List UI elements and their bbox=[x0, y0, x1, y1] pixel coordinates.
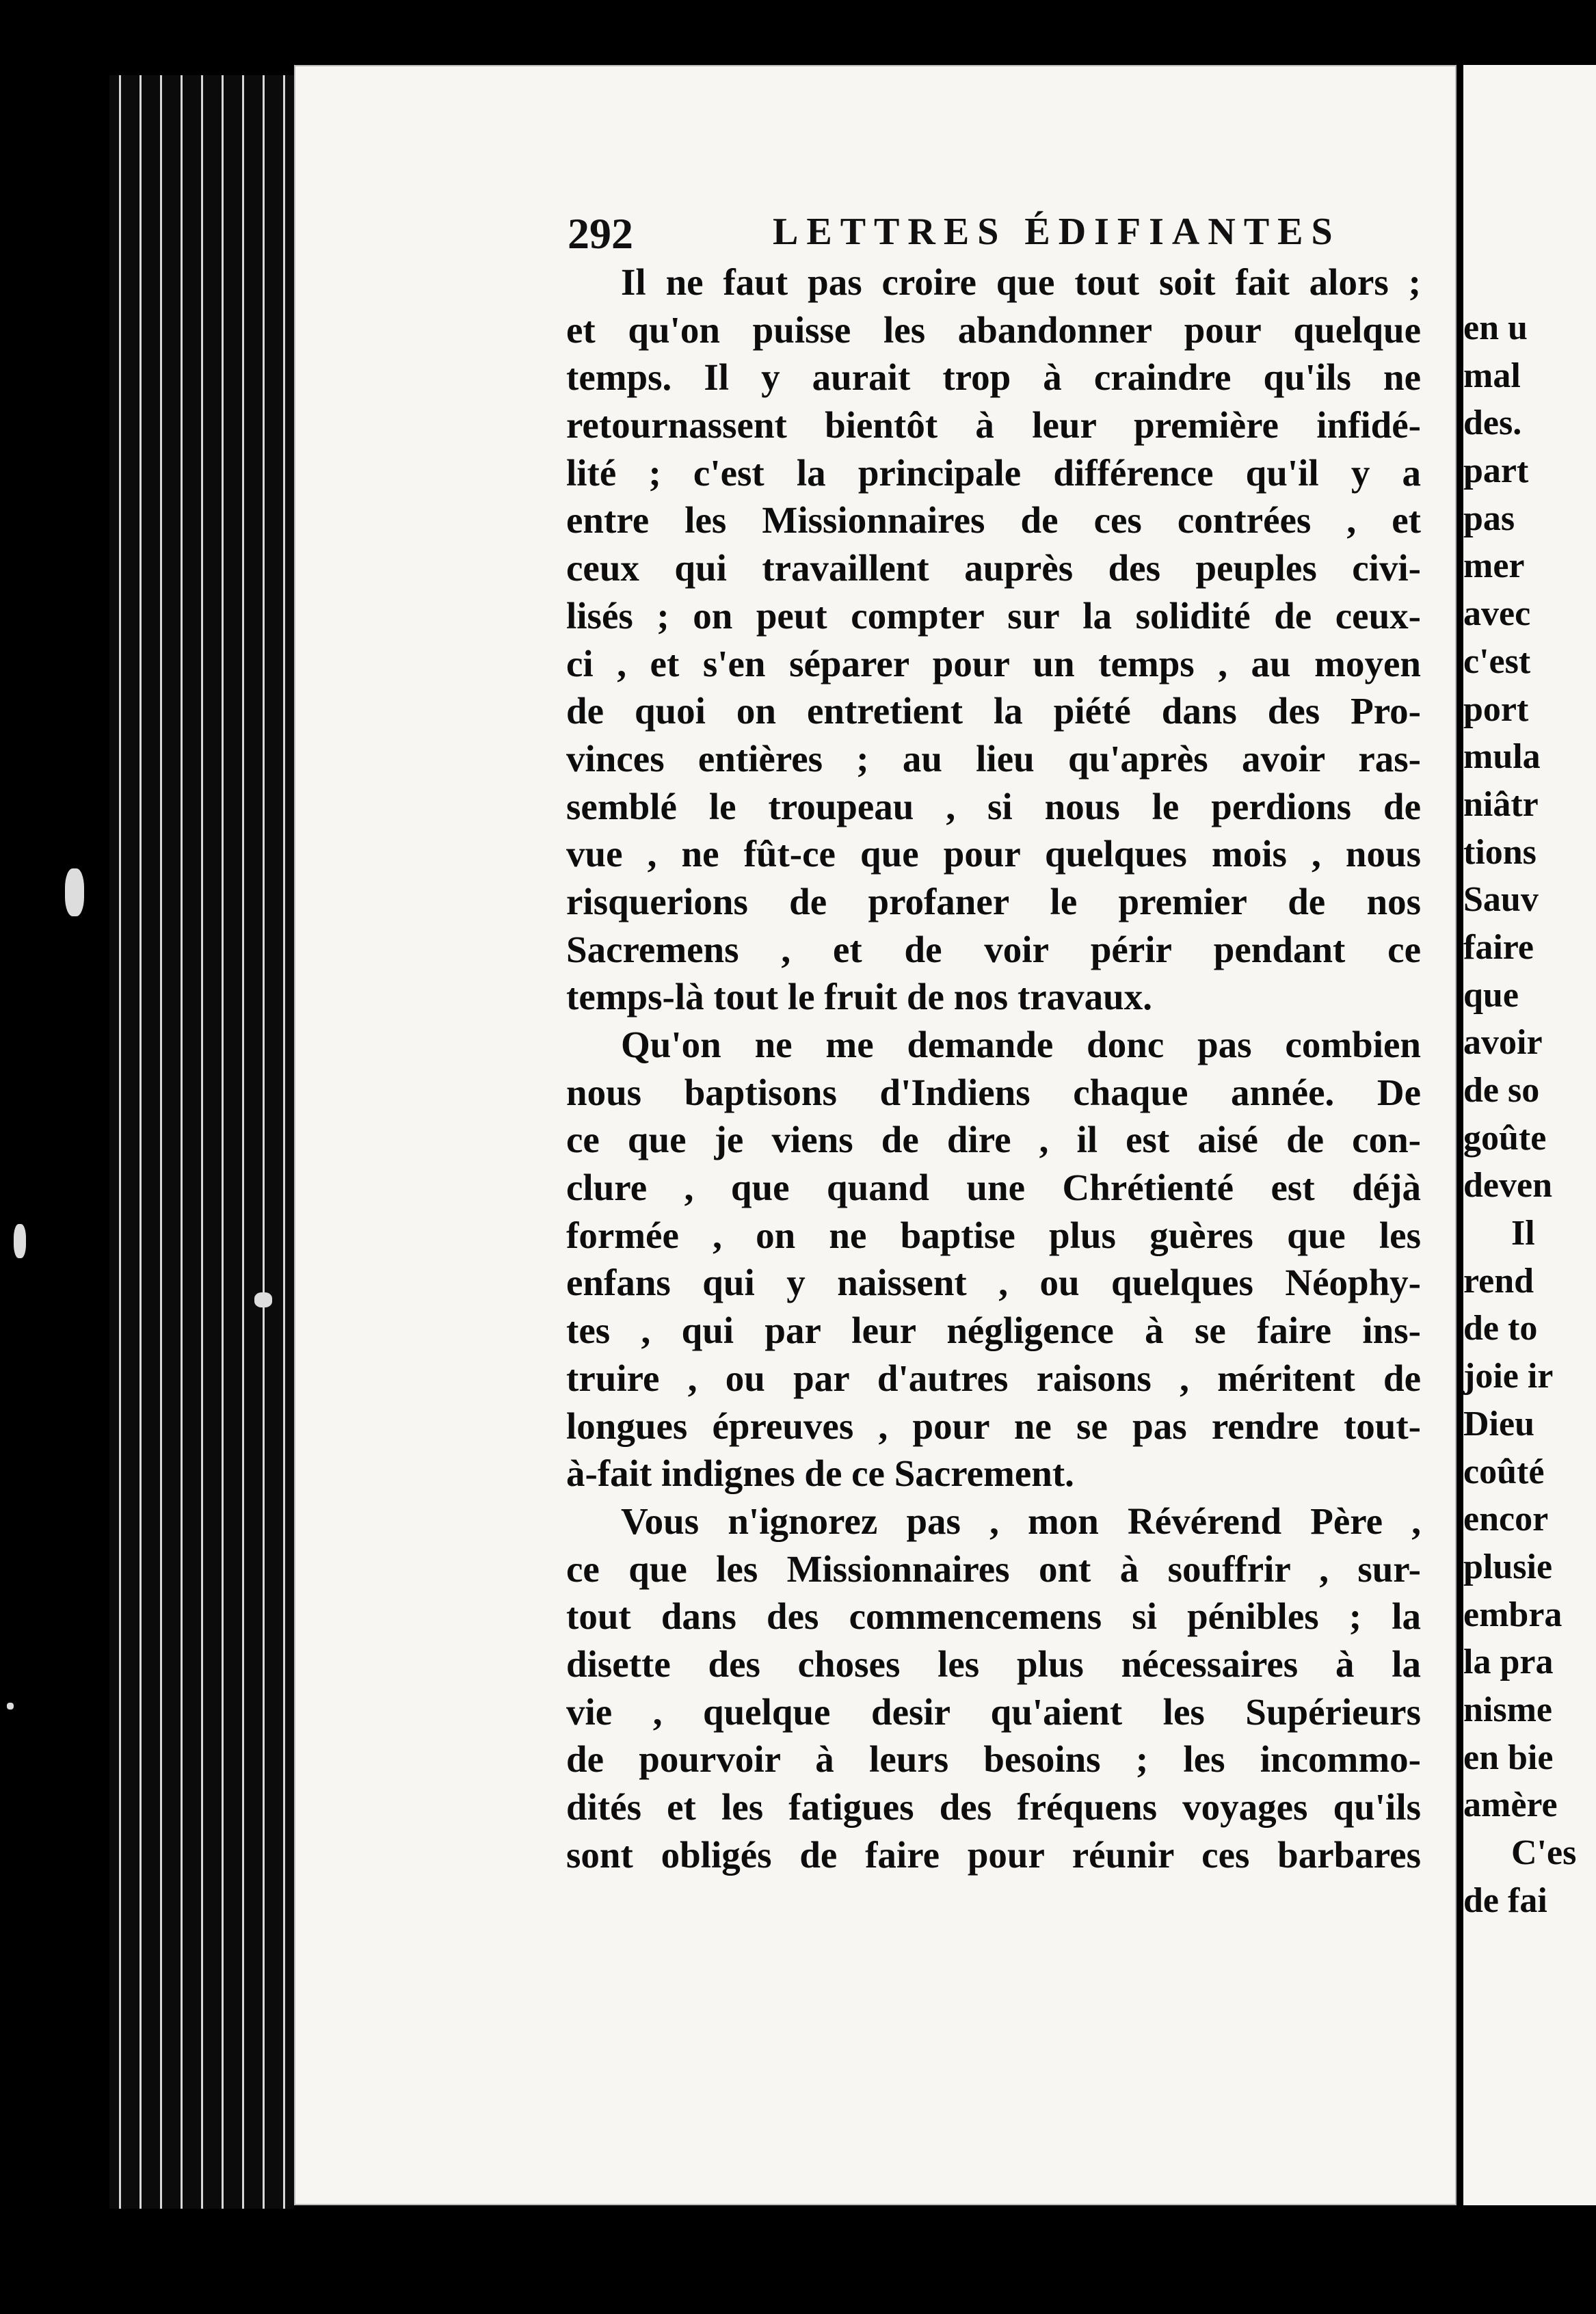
facing-page-line: rend bbox=[1463, 1261, 1534, 1301]
facing-page-line: de so bbox=[1463, 1071, 1540, 1110]
facing-page-line: faire bbox=[1463, 927, 1534, 967]
facing-page-line: que bbox=[1463, 975, 1519, 1015]
text-line: à-fait indignes de ce Sacrement. bbox=[566, 1452, 1074, 1495]
text-line: sont obligés de faire pour réunir ces barbares bbox=[566, 1833, 1421, 1876]
facing-page-line: nisme bbox=[1463, 1690, 1552, 1729]
text-line: entre les Missionnaires de ces contrées , et bbox=[566, 499, 1421, 542]
text-line: longues épreuves , pour ne se pas rendre tout- bbox=[566, 1405, 1421, 1447]
facing-page-line: tions bbox=[1463, 832, 1537, 872]
facing-page-line: plusie bbox=[1463, 1547, 1553, 1586]
facing-page-line: Sauv bbox=[1463, 880, 1539, 920]
text-line: enfans qui y naissent , ou quelques Néophy- bbox=[566, 1262, 1421, 1304]
facing-page-line: des. bbox=[1463, 403, 1522, 443]
facing-page-line: mer bbox=[1463, 546, 1525, 586]
facing-page-line: encor bbox=[1463, 1500, 1549, 1539]
facing-page-line: en bie bbox=[1463, 1738, 1554, 1777]
facing-page-line: joie ir bbox=[1463, 1357, 1554, 1396]
facing-page-line: niâtr bbox=[1463, 784, 1539, 824]
facing-page-line: c'est bbox=[1463, 641, 1531, 681]
text-line: ce que les Missionnaires ont à souffrir , sur- bbox=[566, 1547, 1421, 1590]
facing-page-line: mula bbox=[1463, 737, 1541, 777]
text-line: risquerions de profaner le premier de nos bbox=[566, 880, 1421, 922]
facing-page-line: mal bbox=[1463, 356, 1521, 395]
text-line: disette des choses les plus nécessaires à la bbox=[566, 1643, 1421, 1685]
text-line: tes , qui par leur négligence à se faire ins- bbox=[566, 1309, 1421, 1352]
text-line: vue , ne fût-ce que pour quelques mois , nous bbox=[566, 833, 1421, 875]
facing-page-line: Il bbox=[1511, 1214, 1535, 1253]
text-line: tout dans des commencemens si pénibles ; la bbox=[566, 1595, 1421, 1638]
page-number: 292 bbox=[568, 209, 633, 258]
text-line: retournassent bientôt à leur première infidé- bbox=[566, 404, 1421, 447]
running-head: LETTRES ÉDIFIANTES bbox=[773, 211, 1341, 253]
facing-page-line: en u bbox=[1463, 308, 1528, 347]
text-line: et qu'on puisse les abandonner pour quelque bbox=[566, 308, 1421, 351]
text-line: dités et les fatigues des fréquens voyages qu'ils bbox=[566, 1786, 1421, 1828]
text-line: lisés ; on peut compter sur la solidité de ceux- bbox=[566, 594, 1421, 637]
facing-page-line: amère bbox=[1463, 1785, 1558, 1825]
text-line: truire , ou par d'autres raisons , méritent de bbox=[566, 1357, 1421, 1399]
text-line: temps. Il y aurait trop à craindre qu'ils ne bbox=[566, 356, 1421, 399]
text-line: ceux qui travaillent auprès des peuples civi- bbox=[566, 547, 1421, 589]
text-line: clure , que quand une Chrétienté est déjà bbox=[566, 1167, 1421, 1209]
text-line: Qu'on ne me demande donc pas combien bbox=[621, 1024, 1421, 1065]
facing-page-line: embra bbox=[1463, 1595, 1562, 1634]
text-line: temps-là tout le fruit de nos travaux. bbox=[566, 976, 1153, 1018]
facing-page-line: deven bbox=[1463, 1166, 1552, 1206]
text-line: Vous n'ignorez pas , mon Révérend Père , bbox=[621, 1500, 1421, 1542]
text-line: Il ne faut pas croire que tout soit fait alors ; bbox=[621, 261, 1421, 303]
facing-page-line: part bbox=[1463, 451, 1529, 491]
text-line: de quoi on entretient la piété dans des Pro- bbox=[566, 690, 1421, 732]
text-line: lité ; c'est la principale différence qu'il y a bbox=[566, 451, 1421, 494]
body-text bbox=[566, 258, 1421, 1878]
text-line: de pourvoir à leurs besoins ; les incommo- bbox=[566, 1738, 1421, 1781]
text-line: ci , et s'en séparer pour un temps , au moyen bbox=[566, 642, 1421, 684]
facing-page-line: coûté bbox=[1463, 1452, 1545, 1491]
facing-page-line: avec bbox=[1463, 594, 1531, 634]
text-line: nous baptisons d'Indiens chaque année. De bbox=[566, 1071, 1421, 1113]
facing-page-line: avoir bbox=[1463, 1023, 1543, 1063]
text-line: vinces entières ; au lieu qu'après avoir ras- bbox=[566, 737, 1421, 780]
text-line: semblé le troupeau , si nous le perdions de bbox=[566, 785, 1421, 827]
facing-page-line: la pra bbox=[1463, 1643, 1554, 1682]
facing-page-line: goûte bbox=[1463, 1118, 1547, 1158]
book-page-edges bbox=[109, 75, 294, 2209]
facing-page-line: de to bbox=[1463, 1309, 1538, 1348]
text-line: vie , quelque desir qu'aient les Supérieurs bbox=[566, 1690, 1421, 1733]
facing-page-line: port bbox=[1463, 689, 1529, 729]
facing-page-text bbox=[1463, 304, 1596, 1924]
facing-page-line: Dieu bbox=[1463, 1404, 1534, 1444]
text-line: formée , on ne baptise plus guères que les bbox=[566, 1214, 1421, 1256]
text-line: ce que je viens de dire , il est aisé de con- bbox=[566, 1119, 1421, 1161]
facing-page-line: pas bbox=[1463, 498, 1515, 538]
facing-page-line: C'es bbox=[1511, 1833, 1577, 1872]
facing-page-line: de fai bbox=[1463, 1880, 1547, 1920]
text-line: Sacremens , et de voir périr pendant ce bbox=[566, 928, 1421, 970]
